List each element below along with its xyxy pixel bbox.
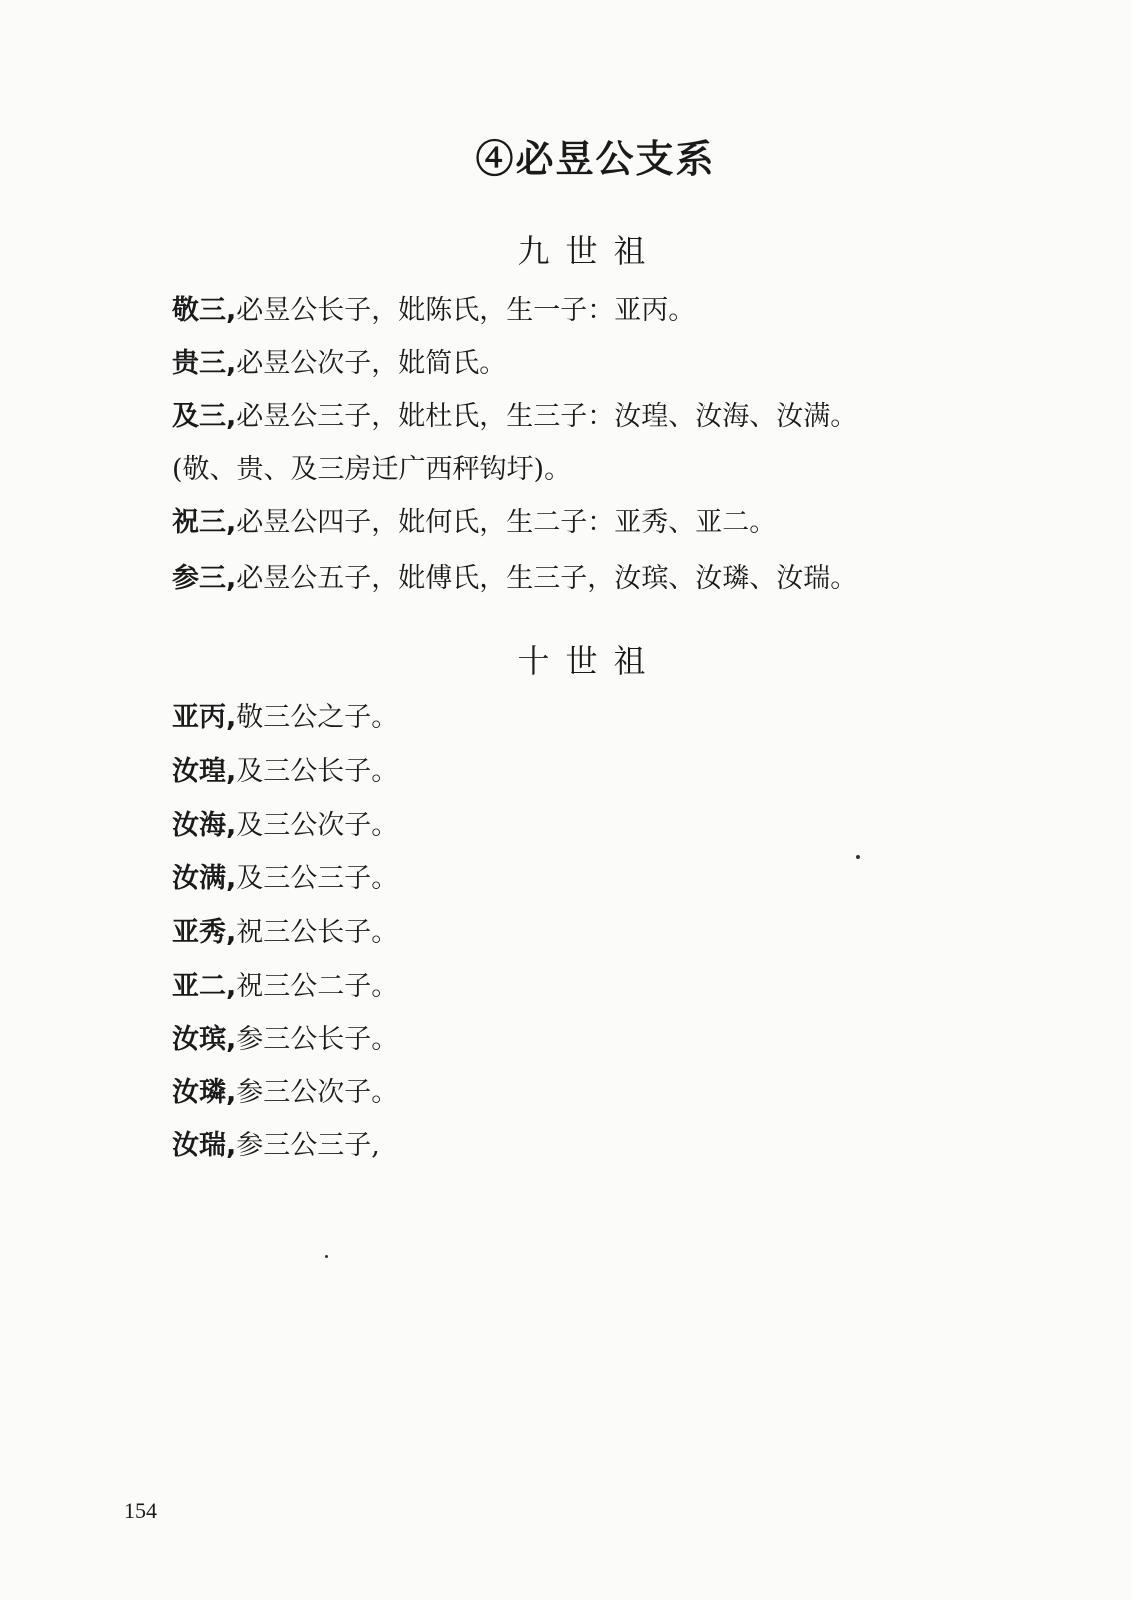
entry-text: 及三公长子。: [236, 756, 399, 787]
genealogy-entry: [172, 704, 398, 731]
genealogy-entry: [172, 565, 857, 592]
genealogy-entry: [172, 758, 398, 785]
entry-name: 汝瑞,: [172, 1130, 237, 1161]
page-title: ④必昱公支系: [475, 136, 716, 181]
entry-text: (敬、贵、及三房迁广西秤钩圩)。: [172, 454, 572, 485]
genealogy-entry: [172, 297, 695, 324]
entry-text: 必昱公次子，妣简氏。: [236, 348, 507, 379]
genealogy-entry: [172, 973, 398, 1000]
genealogy-entry: [172, 865, 398, 892]
entry-text: 及三公三子。: [236, 863, 399, 894]
genealogy-entry: [172, 350, 506, 377]
genealogy-entry: [172, 403, 857, 430]
genealogy-entry: [172, 1132, 380, 1159]
genealogy-entry: [172, 1026, 398, 1053]
genealogy-note: [172, 456, 571, 483]
entry-name: 祝三,: [172, 507, 237, 538]
entry-text: 必昱公五子，妣傅氏，生三子，汝瑸、汝璘、汝瑞。: [236, 563, 858, 594]
entry-name: 汝瑝,: [172, 756, 237, 787]
entry-name: 汝海,: [172, 810, 237, 841]
entry-text: 参三公三子,: [236, 1130, 380, 1161]
entry-text: 及三公次子。: [236, 810, 399, 841]
entry-text: 参三公次子。: [236, 1077, 399, 1108]
entry-name: 贵三,: [172, 348, 237, 379]
page-number: 154: [124, 1498, 157, 1523]
entry-name: 汝瑸,: [172, 1024, 237, 1055]
entry-text: 祝三公长子。: [236, 917, 399, 948]
entry-text: 必昱公四子，妣何氏，生二子：亚秀、亚二。: [236, 507, 777, 538]
entry-name: 汝满,: [172, 863, 237, 894]
entry-name: 汝璘,: [172, 1077, 237, 1108]
genealogy-entry: [172, 919, 398, 946]
scan-speck: [856, 855, 860, 859]
entry-name: 亚丙,: [172, 702, 237, 733]
entry-text: 敬三公之子。: [236, 702, 399, 733]
entry-name: 及三,: [172, 401, 237, 432]
entry-text: 必昱公三子，妣杜氏，生三子：汝瑝、汝海、汝满。: [236, 401, 858, 432]
entry-text: 必昱公长子，妣陈氏，生一子：亚丙。: [236, 295, 696, 326]
generation-heading-tenth: 十世祖: [517, 642, 662, 680]
genealogy-entry: [172, 812, 398, 839]
entry-name: 亚二,: [172, 971, 237, 1002]
scan-speck: [325, 1255, 328, 1258]
entry-name: 亚秀,: [172, 917, 237, 948]
entry-text: 参三公长子。: [236, 1024, 399, 1055]
entry-text: 祝三公二子。: [236, 971, 399, 1002]
generation-heading-ninth: 九世祖: [517, 232, 662, 270]
genealogy-entry: [172, 1079, 398, 1106]
entry-name: 敬三,: [172, 295, 237, 326]
genealogy-entry: [172, 509, 776, 536]
entry-name: 参三,: [172, 563, 237, 594]
